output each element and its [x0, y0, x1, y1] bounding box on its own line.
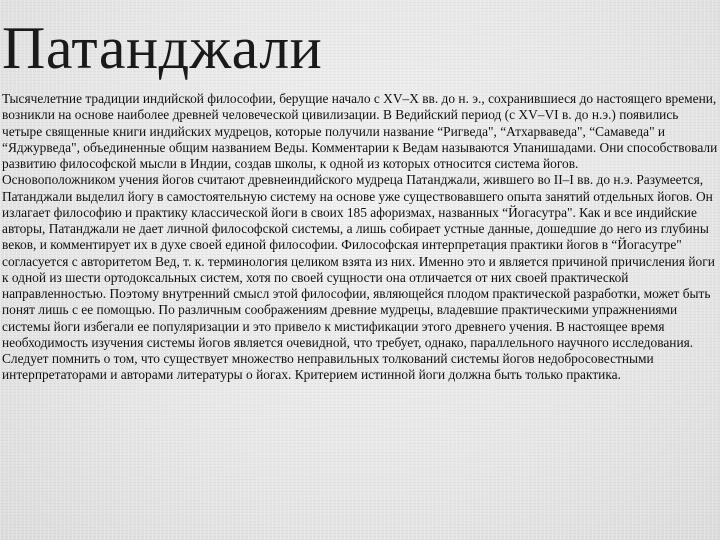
slide-body [2, 91, 718, 384]
paragraph-1: Тысячелетние традиции индийской философии, берущие начало с XV–X вв. до н. э., сохранившиеся до настоящего времени, возникли на основе наиболее древней человеческой цивилизации. В Ведийский период (с XV–VI в. до н.э.) появились четыре священные книги индийских мудрецов, которые получили название “Ригведа", “Атхарваведа", “Самаведа" и “Яджурведа", объединенные общим названием Веды. Комментарии к Ведам называются Упанишадами. Они способствовали развитию философской мысли в Индии, создав школы, к одной из которых относится система йогов. [2, 91, 718, 171]
paragraph-2: Основоположником учения йогов считают древнеиндийского мудреца Патанджали, жившего во II–I вв. до н.э. Разумеется, Патанджали выделил йогу в самостоятельную систему на основе уже существовавшего опыта занятий отдельных йогов. Он излагает философию и практику классической йоги в своих 185 афоризмах, названных “Йогасутра". Как и все индийские авторы, Патанджали не дает личной философской системы, а лишь собирает устные данные, дошедшие до него из глубины веков, и комментирует их в духе своей единой философии. Философская интерпретация практики йогов в “Йогасутре" согласуется с авторитетом Вед, т. к. терминология целиком взята из них. Именно это и является причиной причисления йоги к одной из шести ортодоксальных систем, хотя по своей сущности она отличается от них своей практической направленностью. Поэтому внутренний смысл этой философии, являющейся плодом практической разработки, может быть понят лишь с ее помощью. По различным соображениям древние мудрецы, владевшие практическими упражнениями системы йоги избегали ее популяризации и это привело к мистификации этого древнего учения. В настоящее время необходимость изучения системы йогов является очевидной, что требует, однако, параллельного научного исследования. Следует помнить о том, что существует множество неправильных толкований системы йогов недобросовестными интерпретаторами и авторами литературы о йогах. Критерием истинной йоги должна быть только практика. [2, 172, 715, 383]
slide-title: Патанджали [2, 15, 323, 81]
